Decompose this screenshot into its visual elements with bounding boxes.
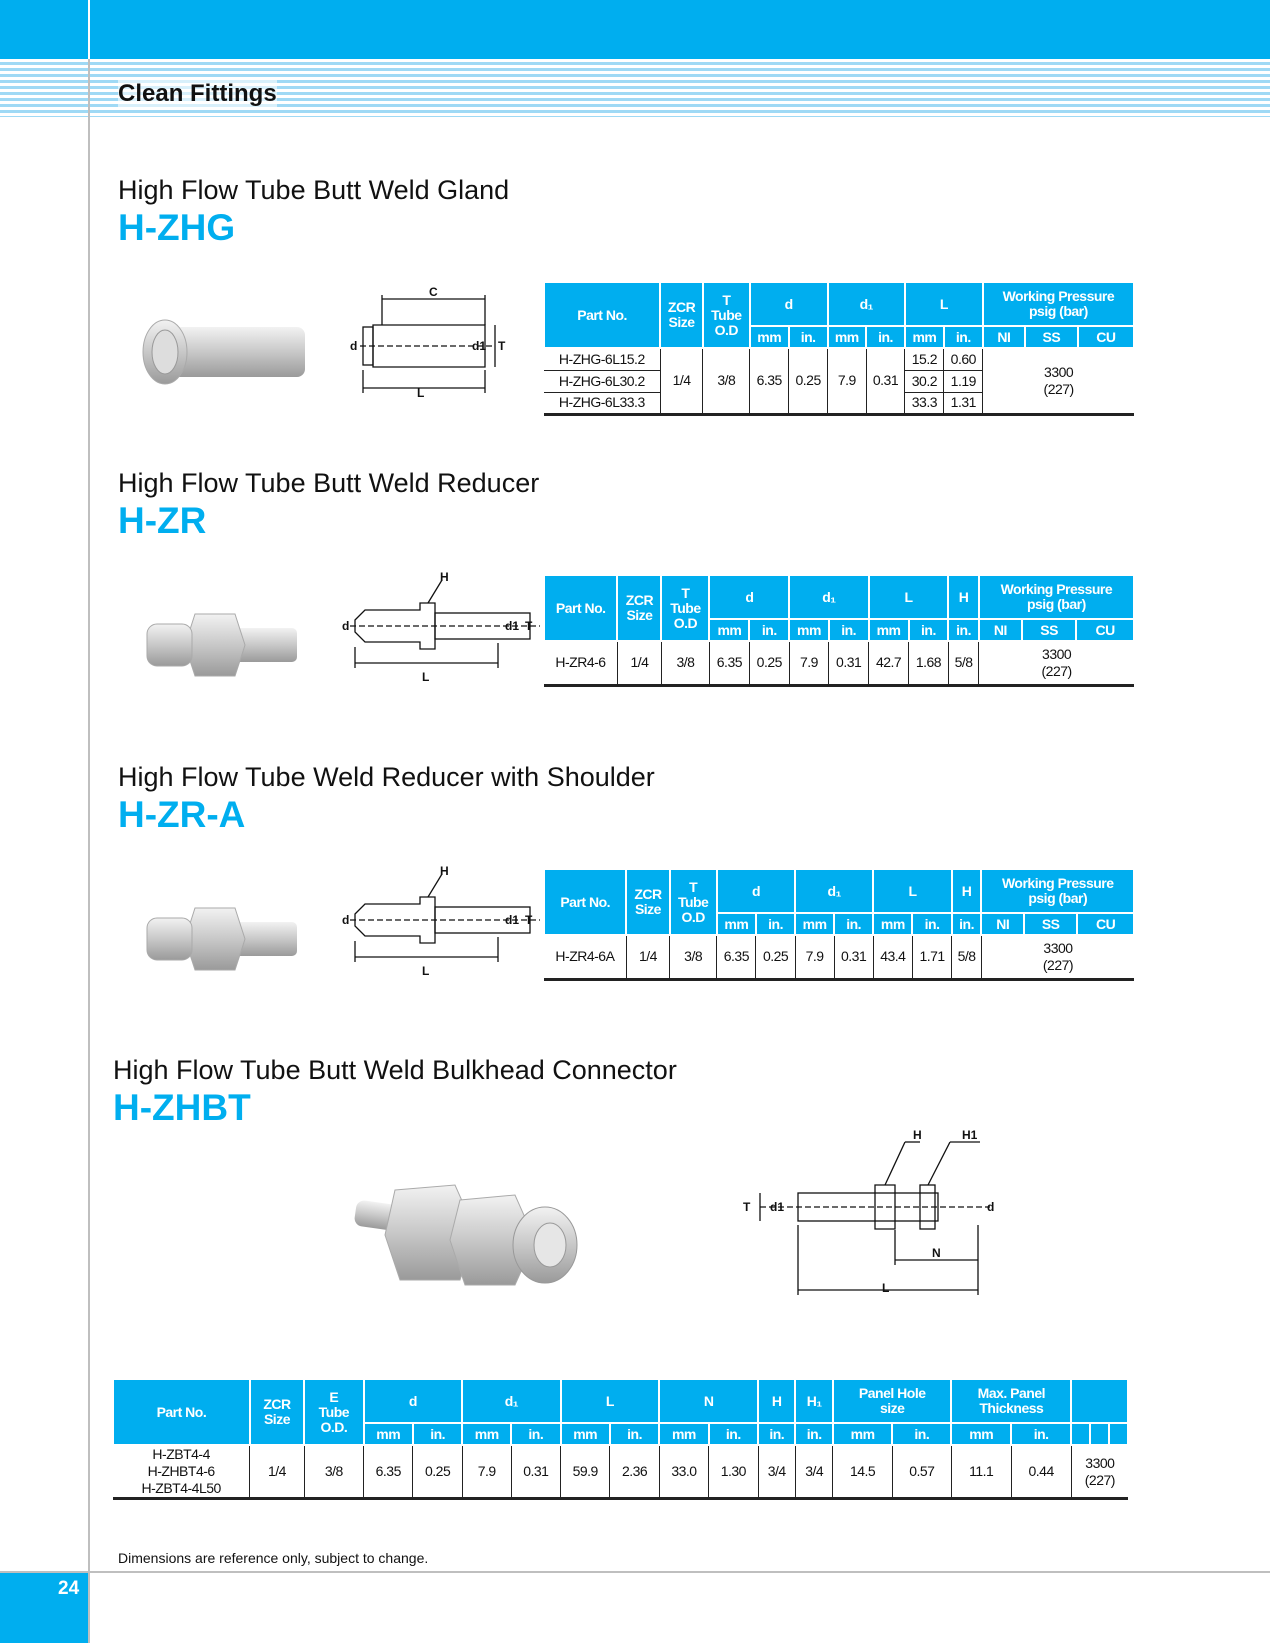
product-photo-bulkhead: [355, 1185, 580, 1290]
column-header: d₁: [828, 282, 905, 326]
label-t: T: [525, 913, 533, 927]
label-h: H: [913, 1128, 922, 1142]
column-header: d₁: [462, 1379, 560, 1423]
column-header: CU: [1076, 619, 1134, 641]
column-header: in.: [952, 913, 982, 935]
product-code: H-ZHG: [118, 207, 236, 248]
column-header: Panel Hole size: [833, 1379, 952, 1423]
column-header: in.: [948, 619, 978, 641]
column-header: mm: [709, 619, 749, 641]
label-l: L: [422, 670, 430, 684]
table-cell: 3/8: [661, 641, 709, 685]
product-code: H-ZR-A: [118, 794, 246, 835]
column-header: d: [709, 575, 789, 619]
column-header: mm: [951, 1423, 1011, 1445]
label-t: T: [498, 339, 506, 353]
column-header: in.: [789, 326, 828, 348]
table-cell: 0.60: [944, 348, 983, 370]
column-header: Part No.: [113, 1379, 250, 1445]
column-header: mm: [795, 913, 834, 935]
column-header: in.: [834, 913, 873, 935]
spec-table-h-zr: [543, 574, 1135, 687]
table-cell: 42.7: [869, 641, 909, 685]
table-cell: 1.68: [909, 641, 949, 685]
column-header: L: [905, 282, 983, 326]
column-header: T Tube O.D: [670, 869, 717, 935]
column-header: in.: [749, 619, 789, 641]
header-row: [544, 575, 1134, 619]
table-cell: 0.31: [866, 348, 905, 414]
table-cell: 0.44: [1011, 1445, 1071, 1499]
spec-table-h-zhg: [543, 281, 1135, 416]
label-d: d: [342, 913, 350, 927]
label-d: d: [987, 1200, 995, 1214]
spec-table-h-zhbt: [112, 1378, 1129, 1500]
table-cell: 3/8: [703, 348, 750, 414]
table-cell: 5/8: [948, 641, 978, 685]
table-cell: 1.30: [709, 1445, 758, 1499]
label-c: C: [429, 285, 438, 299]
table-cell: H-ZR4-6A: [544, 935, 626, 979]
column-header: Working Pressure psig (bar): [979, 575, 1134, 619]
drawing-reducer: [342, 570, 540, 695]
column-header: mm: [833, 1423, 892, 1445]
column-header: mm: [869, 619, 909, 641]
column-header: [1109, 1423, 1128, 1445]
spec-table-h-zr-a: [543, 868, 1135, 981]
section-title: Clean Fittings: [118, 80, 277, 107]
column-header: [1090, 1423, 1109, 1445]
table-cell: 3300 (227): [983, 348, 1134, 414]
column-header: in.: [866, 326, 905, 348]
table-cell: 0.25: [789, 348, 828, 414]
table-cell: 6.35: [709, 641, 749, 685]
page-number: 24: [58, 1578, 80, 1599]
table-cell: 1/4: [626, 935, 669, 979]
table-cell: 6.35: [717, 935, 756, 979]
column-header: ZCR Size: [626, 869, 669, 935]
column-header: [1071, 1423, 1090, 1445]
column-header: Max. Panel Thickness: [951, 1379, 1071, 1423]
column-header: mm: [462, 1423, 511, 1445]
column-header: mm: [789, 619, 828, 641]
column-header: L: [873, 869, 951, 913]
table-cell: 33.3: [905, 392, 944, 414]
table-cell: 6.35: [750, 348, 789, 414]
column-header: L: [561, 1379, 660, 1423]
table-cell: 0.25: [756, 935, 795, 979]
table-cell: 0.25: [749, 641, 789, 685]
column-header: ZCR Size: [617, 575, 661, 641]
margin-gap: [88, 0, 90, 59]
table-row: [544, 935, 1134, 979]
column-header: SS: [1024, 913, 1077, 935]
table-cell: 7.9: [789, 641, 828, 685]
label-d1: d1: [505, 619, 520, 633]
label-t: T: [525, 619, 533, 633]
column-header: Part No.: [544, 575, 617, 641]
column-header: [1071, 1379, 1128, 1423]
column-header: d₁: [795, 869, 873, 913]
drawing-reducer-shoulder: [342, 864, 540, 989]
product-code: H-ZR: [118, 500, 207, 541]
table-cell: 0.25: [413, 1445, 462, 1499]
table-cell: 0.57: [892, 1445, 951, 1499]
column-header: Part No.: [544, 869, 626, 935]
table-cell: 7.9: [828, 348, 866, 414]
table-cell: 14.5: [833, 1445, 892, 1499]
table-cell: 1/4: [617, 641, 661, 685]
column-header: mm: [717, 913, 756, 935]
label-d1: d1: [770, 1200, 785, 1214]
column-header: in.: [912, 913, 951, 935]
column-header: mm: [561, 1423, 610, 1445]
drawing-bulkhead: [740, 1130, 1000, 1305]
column-header: T Tube O.D: [661, 575, 709, 641]
column-header: CU: [1078, 326, 1134, 348]
header-row: [113, 1379, 1128, 1423]
table-cell: 3300 (227): [1071, 1445, 1128, 1499]
column-header: L: [869, 575, 949, 619]
table-cell: H-ZBT4-4 H-ZHBT4-6 H-ZBT4-4L50: [113, 1445, 250, 1499]
column-header: N: [659, 1379, 758, 1423]
product-title: High Flow Tube Butt Weld Gland: [118, 175, 510, 205]
table-cell: 7.9: [795, 935, 834, 979]
column-header: NI: [983, 326, 1025, 348]
column-header: H: [952, 869, 982, 913]
table-cell: 3/8: [670, 935, 717, 979]
table-cell: 3300 (227): [981, 935, 1134, 979]
column-header: Working Pressure psig (bar): [981, 869, 1134, 913]
table-cell: 1/4: [660, 348, 703, 414]
label-d: d: [342, 619, 350, 633]
table-cell: H-ZHG-6L30.2: [544, 370, 660, 392]
table-cell: 7.9: [462, 1445, 511, 1499]
column-header: mm: [905, 326, 944, 348]
column-header: H₁: [795, 1379, 832, 1423]
product-photo-reducer-shoulder: [145, 904, 300, 974]
product-code: H-ZHBT: [113, 1087, 251, 1128]
product-title: High Flow Tube Weld Reducer with Shoulder: [118, 762, 655, 792]
column-header: in.: [413, 1423, 462, 1445]
column-header: H: [758, 1379, 795, 1423]
column-header: SS: [1022, 619, 1076, 641]
table-cell: 0.31: [829, 641, 869, 685]
column-header: d: [750, 282, 828, 326]
label-l: L: [882, 1281, 890, 1295]
table-cell: 30.2: [905, 370, 944, 392]
table-row: [544, 348, 1134, 370]
product-photo-reducer: [145, 610, 300, 680]
table-cell: 1/4: [250, 1445, 304, 1499]
label-d: d: [350, 339, 358, 353]
column-header: ZCR Size: [660, 282, 703, 348]
column-header: in.: [709, 1423, 758, 1445]
column-header: in.: [610, 1423, 659, 1445]
column-header: in.: [829, 619, 869, 641]
table-cell: 0.31: [834, 935, 873, 979]
table-cell: 3300 (227): [979, 641, 1134, 685]
column-header: in.: [756, 913, 795, 935]
header-row: [544, 869, 1134, 913]
column-header: d: [364, 1379, 463, 1423]
column-header: d₁: [789, 575, 868, 619]
table-cell: 3/4: [758, 1445, 795, 1499]
column-header: Part No.: [544, 282, 660, 348]
table-cell: H-ZR4-6: [544, 641, 617, 685]
column-header: in.: [892, 1423, 951, 1445]
table-row: [544, 641, 1134, 685]
column-header: E Tube O.D.: [304, 1379, 363, 1445]
product-photo-gland: [135, 315, 310, 390]
label-d1: d1: [472, 339, 487, 353]
table-cell: 3/4: [795, 1445, 832, 1499]
drawing-gland: [350, 285, 506, 405]
table-cell: 11.1: [951, 1445, 1011, 1499]
product-title: High Flow Tube Butt Weld Bulkhead Connector: [113, 1055, 677, 1085]
column-header: d: [717, 869, 795, 913]
table-cell: 6.35: [364, 1445, 413, 1499]
table-cell: 0.31: [511, 1445, 560, 1499]
table-cell: 59.9: [561, 1445, 610, 1499]
top-banner: [0, 0, 1270, 59]
column-header: T Tube O.D: [703, 282, 750, 348]
column-header: in.: [758, 1423, 795, 1445]
column-header: mm: [828, 326, 866, 348]
column-header: in.: [1011, 1423, 1071, 1445]
column-header: in.: [511, 1423, 560, 1445]
column-header: H: [948, 575, 978, 619]
column-header: mm: [659, 1423, 708, 1445]
label-h: H: [440, 864, 449, 878]
column-header: in.: [909, 619, 949, 641]
label-h1: H1: [962, 1128, 978, 1142]
table-cell: 15.2: [905, 348, 944, 370]
footer-rule: [0, 1571, 1270, 1573]
column-header: CU: [1077, 913, 1134, 935]
column-header: Working Pressure psig (bar): [983, 282, 1134, 326]
label-n: N: [932, 1246, 941, 1260]
table-cell: H-ZHG-6L33.3: [544, 392, 660, 414]
label-d1: d1: [505, 913, 520, 927]
label-l: L: [417, 386, 425, 400]
product-title: High Flow Tube Butt Weld Reducer: [118, 468, 540, 498]
column-header: mm: [750, 326, 789, 348]
table-cell: 2.36: [610, 1445, 659, 1499]
label-l: L: [422, 964, 430, 978]
table-cell: 43.4: [873, 935, 912, 979]
column-header: in.: [795, 1423, 832, 1445]
column-header: mm: [364, 1423, 413, 1445]
table-cell: 5/8: [952, 935, 982, 979]
table-row: [113, 1445, 1128, 1499]
table-cell: 1.19: [944, 370, 983, 392]
table-cell: 3/8: [304, 1445, 363, 1499]
column-header: NI: [981, 913, 1024, 935]
table-cell: 33.0: [659, 1445, 708, 1499]
column-header: NI: [979, 619, 1022, 641]
margin-rule: [88, 0, 90, 1643]
column-header: ZCR Size: [250, 1379, 304, 1445]
table-cell: H-ZHG-6L15.2: [544, 348, 660, 370]
label-h: H: [440, 570, 449, 584]
table-cell: 1.71: [912, 935, 951, 979]
header-row: [544, 282, 1134, 326]
column-header: in.: [944, 326, 983, 348]
column-header: SS: [1025, 326, 1078, 348]
disclaimer-note: Dimensions are reference only, subject to change.: [118, 1550, 429, 1566]
label-t: T: [743, 1200, 751, 1214]
table-cell: 1.31: [944, 392, 983, 414]
column-header: mm: [873, 913, 912, 935]
